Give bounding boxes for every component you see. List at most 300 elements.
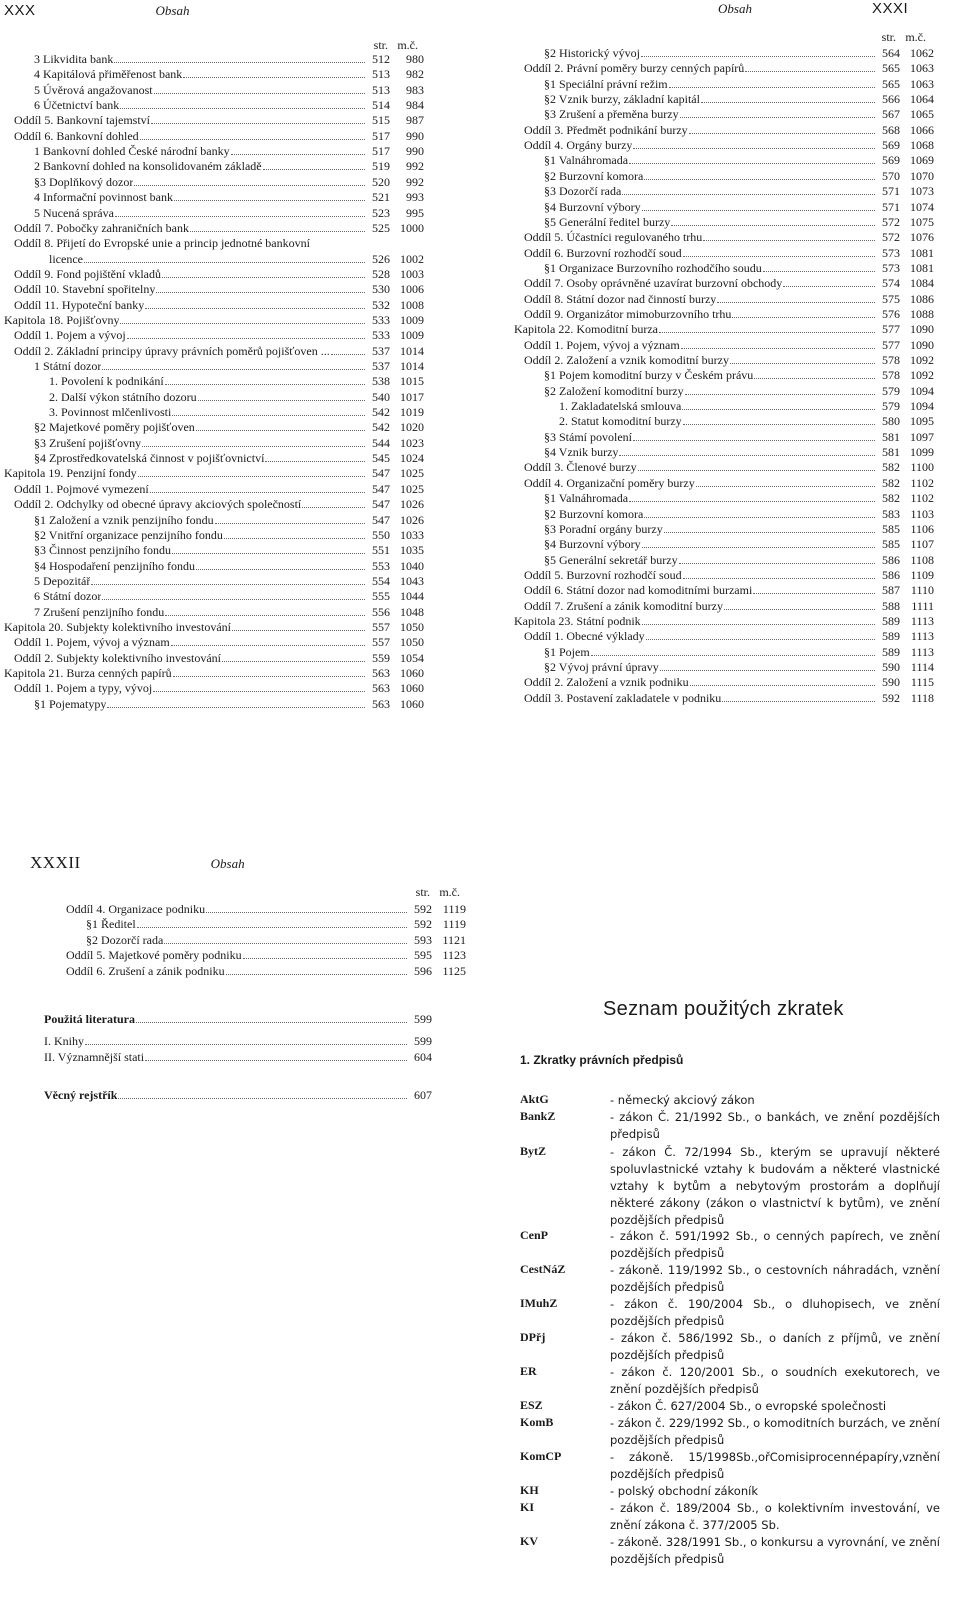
- toc-entry[interactable]: [4, 67, 424, 82]
- entry-par: 1094: [910, 383, 934, 398]
- toc-entry[interactable]: [4, 497, 424, 512]
- entry-par: 980: [406, 52, 424, 66]
- entry-par: 1025: [400, 466, 424, 481]
- toc-entry[interactable]: [514, 691, 934, 706]
- entry-par: 1111: [911, 598, 934, 613]
- abbreviation-term: KomB: [520, 1415, 554, 1429]
- entry-par: 1086: [910, 291, 934, 306]
- page-header-31: [718, 0, 908, 17]
- entry-page: 568: [882, 122, 900, 137]
- entry-page: 557: [372, 619, 390, 634]
- col-page-label: str.: [373, 38, 388, 52]
- entry-page: 547: [372, 466, 390, 481]
- leader: [690, 675, 875, 686]
- toc-entry[interactable]: [4, 390, 424, 405]
- entry-label: Oddíl 7. Zrušení a zánik komoditní burzy: [524, 598, 723, 613]
- entry-par: 1125: [442, 963, 466, 978]
- entry-par: 1060: [400, 696, 424, 711]
- toc-entry[interactable]: [4, 451, 424, 466]
- toc-entry[interactable]: [4, 620, 424, 635]
- toc-entry[interactable]: [514, 338, 934, 353]
- entry-par: 1023: [400, 435, 424, 450]
- toc-entry[interactable]: [4, 466, 424, 481]
- toc-entry[interactable]: [4, 267, 424, 282]
- toc-entry[interactable]: [514, 491, 934, 506]
- leader: [638, 460, 875, 471]
- toc-entry[interactable]: [4, 221, 424, 236]
- toc-entry[interactable]: [4, 144, 424, 159]
- abbreviation-definition: - zákon Č. 21/1992 Sb., o bankách, ve znění pozdějších předpisů: [610, 1110, 940, 1141]
- entry-page: 564: [882, 46, 900, 60]
- entry-page: 537: [372, 359, 390, 373]
- toc-entry[interactable]: [514, 292, 934, 307]
- abbreviation-term: KH: [520, 1483, 539, 1497]
- toc-entry[interactable]: [4, 129, 424, 144]
- entry-page: 599: [414, 1034, 432, 1048]
- entry-label: Oddíl 4. Organizační poměry burzy: [524, 475, 695, 490]
- toc-entry[interactable]: [4, 635, 424, 650]
- entry-page: 553: [372, 558, 390, 573]
- entry-page: 533: [372, 312, 390, 327]
- abbreviation-entry: [520, 1330, 940, 1364]
- entry-par: 1084: [910, 276, 934, 291]
- entry-label: Kapitola 21. Burza cenných papírů: [4, 666, 172, 680]
- leader: [154, 83, 365, 94]
- toc-entry[interactable]: [4, 359, 424, 374]
- abbreviation-definition: - zákon č. 189/2004 Sb., o kolektivním investování, ve znění zákona č. 377/2005 Sb.: [610, 1501, 940, 1532]
- toc-entry[interactable]: [514, 629, 934, 644]
- entry-page: 590: [882, 660, 900, 674]
- toc-entry[interactable]: [56, 964, 466, 979]
- entry-page: 575: [882, 291, 900, 306]
- entry-par: 1070: [910, 168, 934, 183]
- toc-entry[interactable]: [514, 123, 934, 138]
- entry-page: 514: [372, 98, 390, 113]
- leader: [173, 666, 365, 677]
- entry-page: 545: [372, 451, 390, 466]
- toc-entry[interactable]: [514, 675, 934, 690]
- entry-label: §2 Vznik burzy, základní kapitál: [544, 92, 700, 107]
- entry-label: §1 Valnáhromada: [544, 491, 629, 506]
- entry-par: 1026: [400, 512, 424, 527]
- entry-page: 571: [882, 184, 900, 199]
- entry-par: 1081: [910, 245, 934, 260]
- leader: [127, 328, 365, 339]
- toc-entry[interactable]: [4, 559, 424, 574]
- entry-label: Kapitola 18. Pojišťovny: [4, 312, 120, 327]
- abbreviation-definition: - zákon Č. 72/1994 Sb., kterým se upravují některé spoluvlastnické vztahy k budovám a některé vlastnické vztahy k bytům a nebytovým prostorám a doplňují některé zákony (zákon o vlastnictví k bytům), ve znění pozdějších předpisů: [610, 1145, 940, 1227]
- toc-entry[interactable]: [4, 52, 424, 67]
- leader: [142, 436, 365, 447]
- toc-entry[interactable]: [56, 902, 466, 917]
- leader: [174, 190, 365, 201]
- toc-entry[interactable]: [514, 537, 934, 552]
- col-par-label: m.č.: [397, 38, 418, 52]
- toc-entry[interactable]: [4, 113, 424, 128]
- entry-page: 579: [882, 399, 900, 414]
- abbreviation-term: ESZ: [520, 1398, 543, 1412]
- entry-label: Věcný rejstřík: [44, 1088, 118, 1102]
- entry-page: 572: [882, 230, 900, 245]
- toc-entry[interactable]: [4, 313, 424, 328]
- entry-page: 547: [372, 497, 390, 512]
- entry-par: 1002: [400, 251, 424, 266]
- toc-entry[interactable]: [4, 405, 424, 420]
- toc-entry[interactable]: [4, 681, 424, 696]
- entry-label: Oddíl 4. Organizace podniku: [66, 902, 206, 916]
- entry-label: §2 Burzovní komora: [544, 506, 644, 521]
- toc-entry[interactable]: [514, 353, 934, 368]
- page-header-32: [30, 853, 245, 873]
- leader: [162, 267, 365, 278]
- entry-page: 582: [882, 460, 900, 475]
- entry-page: 586: [882, 552, 900, 567]
- entry-page: 540: [372, 389, 390, 404]
- entry-label: §1 Organizace Burzovního rozhodčího soudu: [544, 260, 762, 275]
- entry-page: 589: [882, 613, 900, 628]
- entry-label: Oddíl 1. Pojem, vývoj a význam: [524, 337, 680, 352]
- leader: [683, 568, 875, 579]
- toc-entry[interactable]: [514, 599, 934, 614]
- leader: [265, 451, 365, 462]
- entry-page: 573: [882, 245, 900, 260]
- toc-entry[interactable]: [4, 666, 424, 681]
- entry-par: 1060: [400, 666, 424, 680]
- toc-entry[interactable]: [514, 230, 934, 245]
- leader: [664, 522, 875, 533]
- entry-par: 1088: [910, 306, 934, 321]
- leader: [732, 307, 875, 318]
- toc-entry[interactable]: [4, 236, 424, 251]
- toc-entry[interactable]: [4, 98, 424, 113]
- entry-label: §4 Hospodaření penzijního fondu: [34, 558, 195, 573]
- entry-page: 607: [414, 1088, 432, 1102]
- toc-entry[interactable]: [514, 583, 934, 598]
- entry-par: 1025: [400, 481, 424, 496]
- entry-par: 1063: [910, 61, 934, 76]
- toc-entry[interactable]: [4, 328, 424, 343]
- entry-label: 1. Povolení k podnikání: [49, 374, 164, 389]
- abbreviation-entry: [520, 1228, 940, 1262]
- toc-entry[interactable]: [514, 507, 934, 522]
- toc-entry[interactable]: [44, 1012, 432, 1027]
- entry-label: §2 Burzovní komora: [544, 168, 644, 183]
- entry-label: Oddíl 3. Členové burzy: [524, 460, 637, 475]
- entry-label: 1. Zakladatelská smlouva: [559, 399, 682, 414]
- toc-entry[interactable]: [514, 660, 934, 675]
- toc-entry[interactable]: [514, 153, 934, 168]
- entry-label: §2 Vývoj právní úpravy: [544, 660, 659, 674]
- leader: [138, 466, 365, 477]
- entry-page: 517: [372, 144, 390, 159]
- entry-label: §4 Zprostředkovatelská činnost v pojišťovnictví: [34, 451, 265, 466]
- toc-entry[interactable]: [4, 252, 424, 267]
- toc-entry[interactable]: [514, 460, 934, 475]
- toc-entry[interactable]: [4, 528, 424, 543]
- entry-label: 2. Statut komoditní burzy: [559, 414, 682, 429]
- leader: [730, 353, 875, 364]
- entry-par: 983: [406, 82, 424, 97]
- entry-label: 5 Nucená správa: [34, 205, 114, 220]
- entry-page: 589: [882, 644, 900, 659]
- toc-entry[interactable]: [4, 436, 424, 451]
- entry-page: 578: [882, 353, 900, 367]
- leader: [165, 374, 365, 385]
- entry-par: 1119: [442, 902, 466, 916]
- leader: [302, 497, 365, 508]
- toc-entry[interactable]: [4, 298, 424, 313]
- leader: [114, 52, 365, 63]
- entry-page: 588: [882, 598, 900, 613]
- col-page-label: str.: [881, 30, 896, 44]
- abbreviation-definition: - zákoně. 328/1991 Sb., o konkursu a vyrovnání, ve znění pozdějších předpisů: [610, 1535, 940, 1566]
- entry-label: Oddíl 1. Pojmové vymezení: [14, 481, 149, 496]
- toc-entry[interactable]: [4, 543, 424, 558]
- entry-par: 1119: [442, 917, 466, 932]
- entry-par: 1074: [910, 199, 934, 214]
- abbreviation-term: CenP: [520, 1228, 548, 1242]
- toc-entry[interactable]: [514, 46, 934, 61]
- entry-par: 1113: [910, 629, 934, 644]
- toc-entry[interactable]: [4, 83, 424, 98]
- toc-entry[interactable]: [514, 307, 934, 322]
- page-numeral: XXXI: [871, 0, 909, 17]
- entry-label: Oddíl 2. Základní principy úpravy právních poměrů pojišťoven ...: [14, 343, 330, 358]
- leader: [145, 298, 365, 309]
- toc-entry[interactable]: [4, 344, 424, 359]
- leader: [172, 543, 365, 554]
- toc-entry[interactable]: [4, 589, 424, 604]
- abbreviation-term: BytZ: [520, 1144, 547, 1158]
- entry-label: Oddíl 4. Orgány burzy: [524, 138, 633, 153]
- leader: [633, 138, 875, 149]
- entry-par: 1062: [910, 46, 934, 60]
- toc-entry[interactable]: [4, 605, 424, 620]
- entry-page: 571: [882, 199, 900, 214]
- toc-entry[interactable]: [56, 917, 466, 932]
- entry-par: 1118: [910, 690, 934, 705]
- entry-par: 1113: [910, 613, 934, 628]
- toc-entry[interactable]: [44, 1050, 432, 1065]
- toc-entry[interactable]: [4, 420, 424, 435]
- abbreviation-entry: [520, 1262, 940, 1296]
- leader: [196, 559, 365, 570]
- toc-entry[interactable]: [514, 276, 934, 291]
- entry-page: 582: [882, 475, 900, 490]
- leader: [682, 399, 875, 410]
- toc-entry[interactable]: [514, 92, 934, 107]
- toc-entry[interactable]: [514, 645, 934, 660]
- entry-label: §2 Založení komoditní burzy: [544, 383, 684, 398]
- toc-entry[interactable]: [514, 246, 934, 261]
- abbreviation-entry: [520, 1449, 940, 1483]
- entry-par: 1054: [400, 650, 424, 665]
- leader: [215, 513, 365, 524]
- entry-label: §3 Zrušení a přeměna burzy: [544, 107, 679, 122]
- leader: [646, 629, 875, 640]
- toc-entry[interactable]: [56, 933, 466, 948]
- leader: [165, 605, 365, 616]
- abbreviation-definition: - zákon č. 591/1992 Sb., o cenných papírech, ve znění pozdějších předpisů: [610, 1229, 940, 1260]
- entry-label: §2 Historický vývoj: [544, 46, 640, 60]
- entry-label: Oddíl 1. Obecné výklady: [524, 629, 645, 644]
- abbreviation-entry: [520, 1109, 940, 1143]
- entry-label: 1 Bankovní dohled České národní banky: [34, 144, 230, 159]
- toc-entry[interactable]: [56, 948, 466, 963]
- leader: [683, 246, 875, 257]
- leader: [224, 528, 365, 539]
- toc-entry[interactable]: [514, 200, 934, 215]
- toc-entry[interactable]: [4, 482, 424, 497]
- leader: [91, 574, 365, 585]
- toc-entry[interactable]: [514, 368, 934, 383]
- toc-entry[interactable]: [4, 206, 424, 221]
- toc-entry[interactable]: [514, 77, 934, 92]
- entry-label: Oddíl 2. Založení a vznik podniku: [524, 675, 689, 690]
- toc-entry[interactable]: [514, 430, 934, 445]
- entry-label: Oddíl 2. Založení a vznik komoditní burzy: [524, 353, 729, 367]
- entry-par: 1094: [910, 399, 934, 414]
- toc-entry[interactable]: [514, 384, 934, 399]
- entry-page: 555: [372, 589, 390, 604]
- abbreviation-definition: - zákon č. 586/1992 Sb., o daních z příjmů, ve znění pozdějších předpisů: [610, 1331, 940, 1362]
- abbreviation-term: AktG: [520, 1092, 549, 1106]
- leader: [642, 537, 875, 548]
- toc-entry[interactable]: [514, 476, 934, 491]
- leader: [642, 200, 875, 211]
- leader: [151, 113, 365, 124]
- entry-par: 992: [406, 174, 424, 189]
- toc-entry[interactable]: [4, 651, 424, 666]
- entry-label: 5 Depozitář: [34, 573, 91, 588]
- toc-entry[interactable]: [4, 697, 424, 712]
- entry-par: 990: [406, 144, 424, 159]
- entry-label: I. Knihy: [44, 1034, 84, 1048]
- leader: [145, 1050, 407, 1061]
- entry-label: §4 Vznik burzy: [544, 445, 619, 460]
- entry-par: 1060: [400, 681, 424, 696]
- entry-page: 582: [882, 491, 900, 506]
- toc-left: [4, 52, 424, 722]
- entry-page: 523: [372, 205, 390, 220]
- toc-entry[interactable]: [44, 1088, 432, 1103]
- entry-par: 1106: [910, 521, 934, 536]
- leader: [591, 645, 875, 656]
- entry-par: 1121: [442, 932, 466, 947]
- toc-entry[interactable]: [514, 399, 934, 414]
- abbreviations-section: 1. Zkratky právních předpisů: [520, 1053, 684, 1067]
- entry-par: 1123: [442, 948, 466, 963]
- toc-entry[interactable]: [514, 414, 934, 429]
- entry-par: 990: [406, 128, 424, 143]
- abbreviation-entry: [520, 1144, 940, 1228]
- entry-label: Oddíl 1. Pojem a vývoj: [14, 328, 126, 343]
- entry-label: Oddíl 7. Osoby oprávněné uzavírat burzovní obchody: [524, 276, 783, 291]
- entry-page: 590: [882, 675, 900, 690]
- page-numeral: XXX: [4, 2, 36, 19]
- toc-entry[interactable]: [514, 107, 934, 122]
- toc-entry[interactable]: [514, 138, 934, 153]
- entry-page: 513: [372, 82, 390, 97]
- leader: [680, 107, 875, 118]
- entry-label: Oddíl 11. Hypoteční banky: [14, 297, 145, 312]
- entry-page: 570: [882, 168, 900, 183]
- leader: [243, 948, 407, 959]
- toc-entry[interactable]: [4, 374, 424, 389]
- entry-label: Oddíl 10. Stavební spořitelny: [14, 282, 156, 297]
- leader: [183, 67, 365, 78]
- toc-entry[interactable]: [4, 190, 424, 205]
- toc-entry[interactable]: [4, 513, 424, 528]
- entry-label: §1 Ředitel: [86, 917, 136, 932]
- toc-entry[interactable]: [514, 169, 934, 184]
- toc-entry[interactable]: [514, 522, 934, 537]
- col-par-label: m.č.: [439, 885, 460, 899]
- abbreviations-title: Seznam použitých zkratek: [603, 998, 844, 1020]
- toc-entry[interactable]: [514, 445, 934, 460]
- leader: [263, 159, 365, 170]
- entry-page: 580: [882, 414, 900, 429]
- entry-label: §1 Pojematypy: [34, 696, 107, 711]
- entry-par: 1073: [910, 184, 934, 199]
- leader: [107, 697, 365, 708]
- toc-entry[interactable]: [514, 61, 934, 76]
- leader: [136, 1012, 407, 1023]
- toc-entry[interactable]: [4, 282, 424, 297]
- entry-page: 592: [882, 690, 900, 705]
- toc-entry[interactable]: [4, 159, 424, 174]
- toc-entry[interactable]: [4, 574, 424, 589]
- page-numeral: XXXII: [30, 853, 81, 872]
- entry-label: §2 Dozorčí rada: [86, 932, 164, 947]
- entry-page: 547: [372, 481, 390, 496]
- entry-label: 3. Povinnost mlčenlivosti: [49, 405, 172, 420]
- toc-entry[interactable]: [44, 1034, 432, 1049]
- toc-entry[interactable]: [514, 568, 934, 583]
- entry-par: 1003: [400, 266, 424, 281]
- entry-label: Oddíl 1. Pojem, vývoj a význam: [14, 635, 170, 650]
- leader: [689, 123, 875, 134]
- leader: [629, 153, 875, 164]
- entry-par: 1097: [910, 429, 934, 444]
- leader: [102, 359, 365, 370]
- toc-entry[interactable]: [514, 215, 934, 230]
- entry-label: Oddíl 2. Subjekty kolektivního investování: [14, 650, 221, 665]
- entry-par: 1064: [910, 92, 934, 107]
- leader: [137, 917, 407, 928]
- leader: [722, 691, 875, 702]
- toc-entry[interactable]: [514, 322, 934, 337]
- entry-label: §3 Doplňkový dozor: [34, 174, 134, 189]
- abbreviation-entry: [520, 1364, 940, 1398]
- leader: [164, 933, 407, 944]
- entry-par: 1108: [910, 552, 934, 567]
- toc-entry[interactable]: [514, 261, 934, 276]
- entry-page: 538: [372, 374, 390, 389]
- leader: [745, 61, 875, 72]
- toc-entry[interactable]: [514, 614, 934, 629]
- entry-label: §1 Pojem: [544, 644, 590, 659]
- leader: [669, 77, 875, 88]
- leader: [683, 414, 875, 425]
- entry-page: 526: [372, 251, 390, 266]
- toc-entry[interactable]: [514, 553, 934, 568]
- entry-par: 1014: [400, 359, 424, 373]
- entry-label: §5 Generální sekretář burzy: [544, 552, 678, 567]
- toc-entry[interactable]: [514, 184, 934, 199]
- toc-entry[interactable]: [4, 175, 424, 190]
- leader: [120, 313, 365, 324]
